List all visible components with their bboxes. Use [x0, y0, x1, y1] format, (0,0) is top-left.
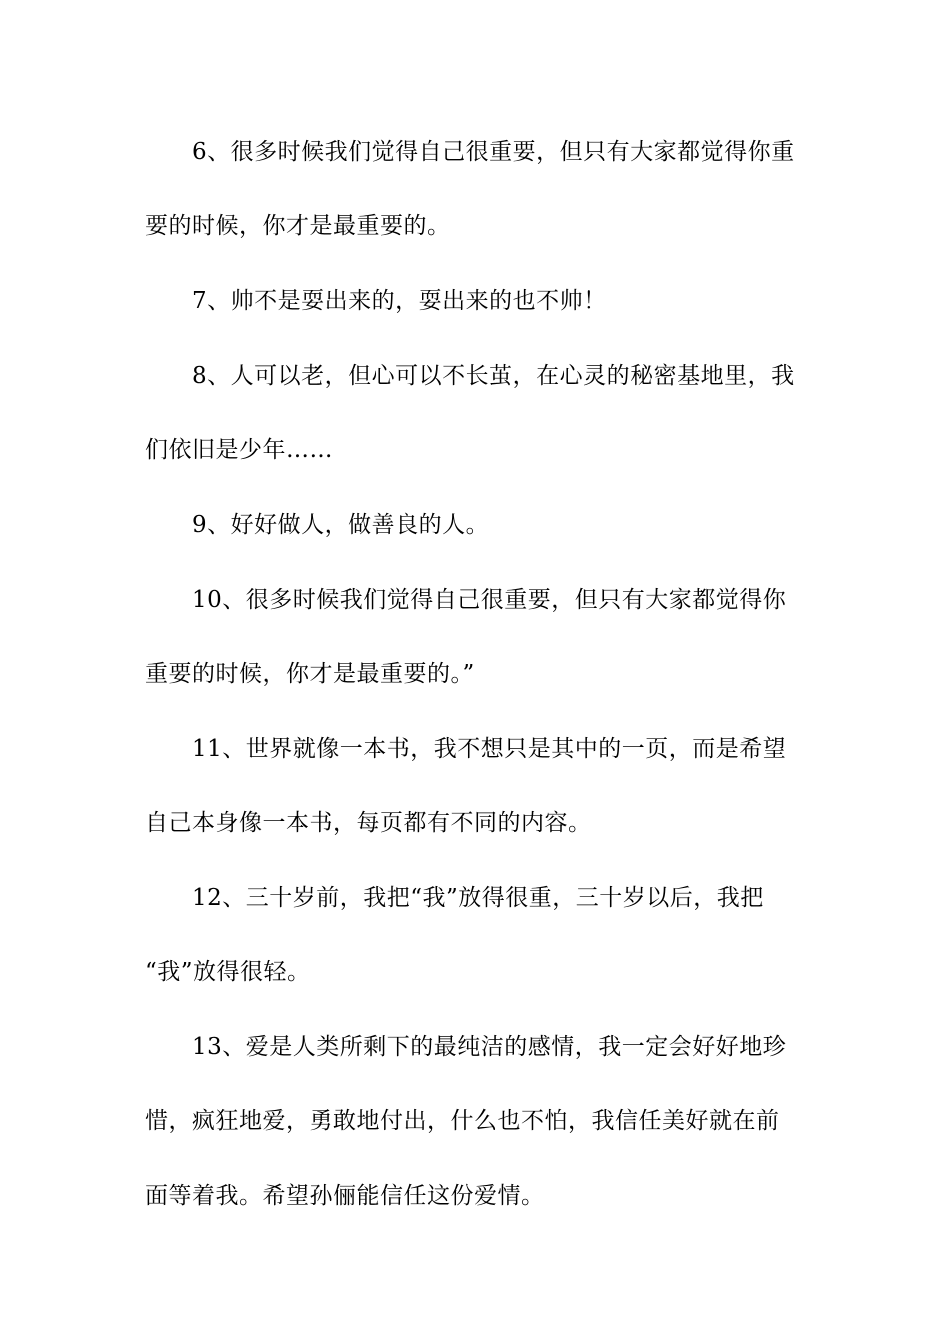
paragraph-13-line-3: 面等着我。希望孙俪能信任这份爱情。 [145, 1183, 545, 1209]
paragraph-13-line-1: 13、爱是人类所剩下的最纯洁的感情，我一定会好好地珍 [192, 1034, 787, 1060]
paragraph-6-line-1: 6、很多时候我们觉得自己很重要，但只有大家都觉得你重 [192, 139, 795, 165]
paragraph-9-line-1: 9、好好做人，做善良的人。 [192, 512, 490, 538]
paragraph-7-line-1: 7、帅不是耍出来的，耍出来的也不帅！ [192, 288, 607, 314]
paragraph-8-line-2: 们依旧是少年…… [145, 437, 333, 463]
paragraph-13-line-2: 惜，疯狂地爱，勇敢地付出，什么也不怕，我信任美好就在前 [145, 1108, 780, 1134]
paragraph-10-line-2: 重要的时候，你才是最重要的。” [145, 661, 475, 687]
paragraph-8-line-1: 8、人可以老，但心可以不长茧，在心灵的秘密基地里，我 [192, 363, 795, 389]
paragraph-12-line-2: “我”放得很轻。 [145, 959, 311, 985]
paragraph-11-line-2: 自己本身像一本书，每页都有不同的内容。 [145, 810, 592, 836]
paragraph-10-line-1: 10、很多时候我们觉得自己很重要，但只有大家都觉得你 [192, 587, 787, 613]
paragraph-12-line-1: 12、三十岁前，我把“我”放得很重，三十岁以后，我把 [192, 885, 764, 911]
paragraph-6-line-2: 要的时候，你才是最重要的。 [145, 213, 451, 239]
paragraph-11-line-1: 11、世界就像一本书，我不想只是其中的一页，而是希望 [192, 736, 787, 762]
